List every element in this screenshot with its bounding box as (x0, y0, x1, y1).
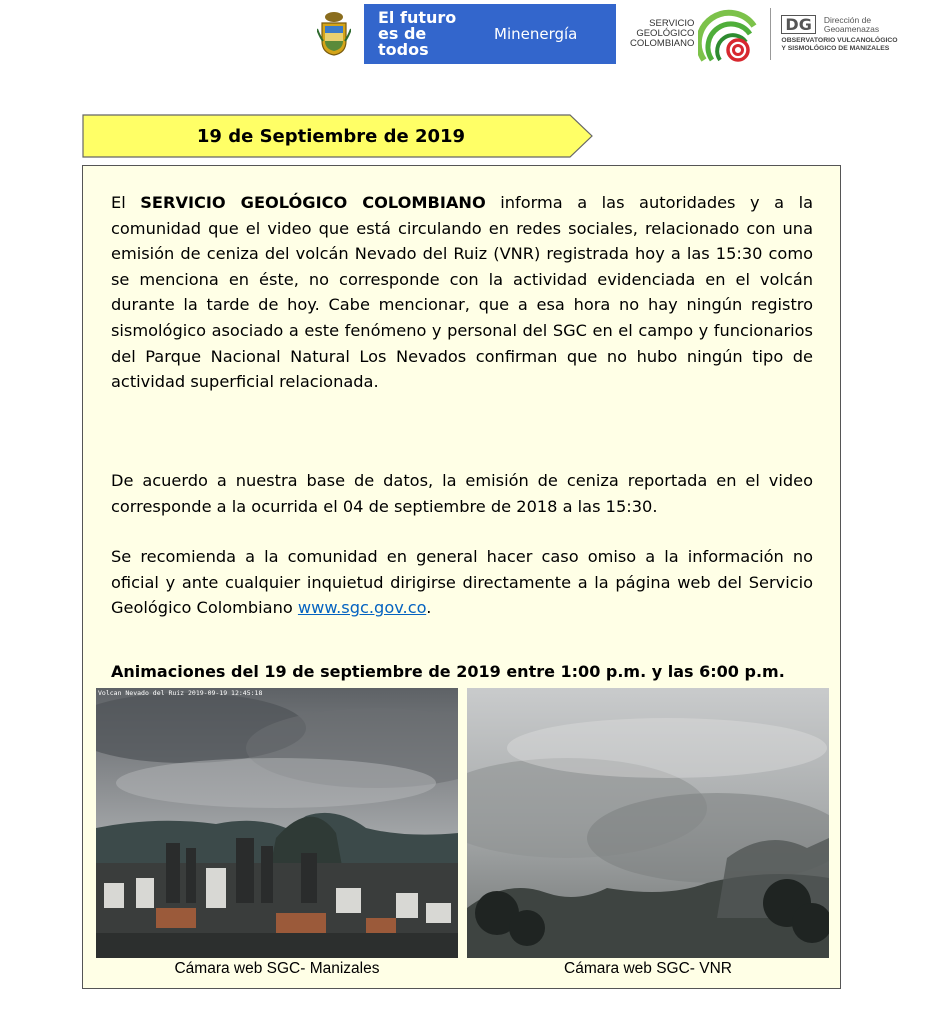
dg-line-1: Dirección de (823, 14, 872, 25)
coat-of-arms-icon (304, 1, 364, 67)
bulletin-paragraph-1 (111, 190, 813, 395)
dg-logo (781, 15, 897, 53)
webcam-vnr-image[interactable] (467, 688, 829, 958)
webcam-vnr-caption: Cámara web SGC- VNR (564, 960, 732, 977)
p3-body: Se recomienda a la comunidad en general hacer caso omiso a la información no oficial y ante cualquier inquietud dirigirse directamente a la página web del Servicio Geológico Colombiano (111, 547, 813, 618)
observatory-line-1: OBSERVATORIO VULCANOLÓGICO (781, 37, 898, 44)
slogan-line-2: es de todos (378, 24, 429, 59)
date-tab (82, 114, 594, 158)
sgc-spiral-icon (698, 6, 760, 62)
p3-end: . (426, 598, 432, 618)
header-banner (304, 0, 919, 68)
sgc-line-1: SERVICIO (649, 18, 695, 29)
sgc-logo-text (630, 19, 694, 49)
sgc-website-link[interactable]: www.sgc.gov.co (297, 598, 427, 618)
webcam-manizales-caption: Cámara web SGC- Manizales (174, 960, 380, 977)
dg-name (824, 16, 879, 34)
webcam-manizales-image[interactable] (96, 688, 458, 958)
bulletin-paragraph-3 (111, 544, 813, 621)
ministry-name: Minenergía (494, 25, 578, 43)
p1-intro: El (111, 193, 141, 212)
sgc-line-3: COLOMBIANO (630, 38, 695, 49)
dg-mark: DG (781, 15, 815, 34)
bulletin-paragraph-2: De acuerdo a nuestra base de datos, la emisión de ceniza reportada en el video corresponde a la ocurrida el 04 de septiembre de 2018 a las 15:30. (111, 471, 813, 516)
date-title: 19 de Septiembre de 2019 (196, 125, 466, 147)
slogan (378, 10, 478, 58)
sgc-line-2: GEOLÓGICO (636, 28, 695, 39)
dg-line-2: Geoamenazas (823, 23, 880, 34)
observatory-line-2: Y SISMOLÓGICO DE MANIZALES (781, 45, 890, 52)
webcam-timestamp: Volcan Nevado del Ruiz 2019-09-19 12:45:18 (98, 689, 263, 697)
manizales-scene (96, 688, 458, 958)
vnr-scene (467, 688, 829, 958)
animations-title: Animaciones del 19 de septiembre de 2019 entre 1:00 p.m. y las 6:00 p.m. (111, 662, 785, 681)
organization-name: SERVICIO GEOLÓGICO COLOMBIANO (140, 193, 486, 212)
observatory-name (781, 37, 897, 53)
logo-divider (770, 8, 771, 60)
bulletin-box (82, 165, 841, 989)
slogan-line-1: El futuro (378, 8, 457, 27)
government-banner (364, 4, 616, 64)
p1-body: informa a las autoridades y a la comunidad que el video que está circulando en redes sociales, relacionado con una emisión de ceniza del volcán Nevado del Ruiz (VNR) registrada hoy a las 15:30 como se menciona en éste, no corresponde con la actividad evidenciada en el volcán durante la tarde de hoy. Cabe mencionar, que a esa hora no hay ningún registro sismológico asociado a este fenómeno y personal del SGC en el campo y funcionarios del Parque Nacional Natural Los Nevados confirman que no hubo ningún tipo de actividad superficial relacionada. (111, 193, 813, 392)
sgc-logo (630, 6, 760, 62)
